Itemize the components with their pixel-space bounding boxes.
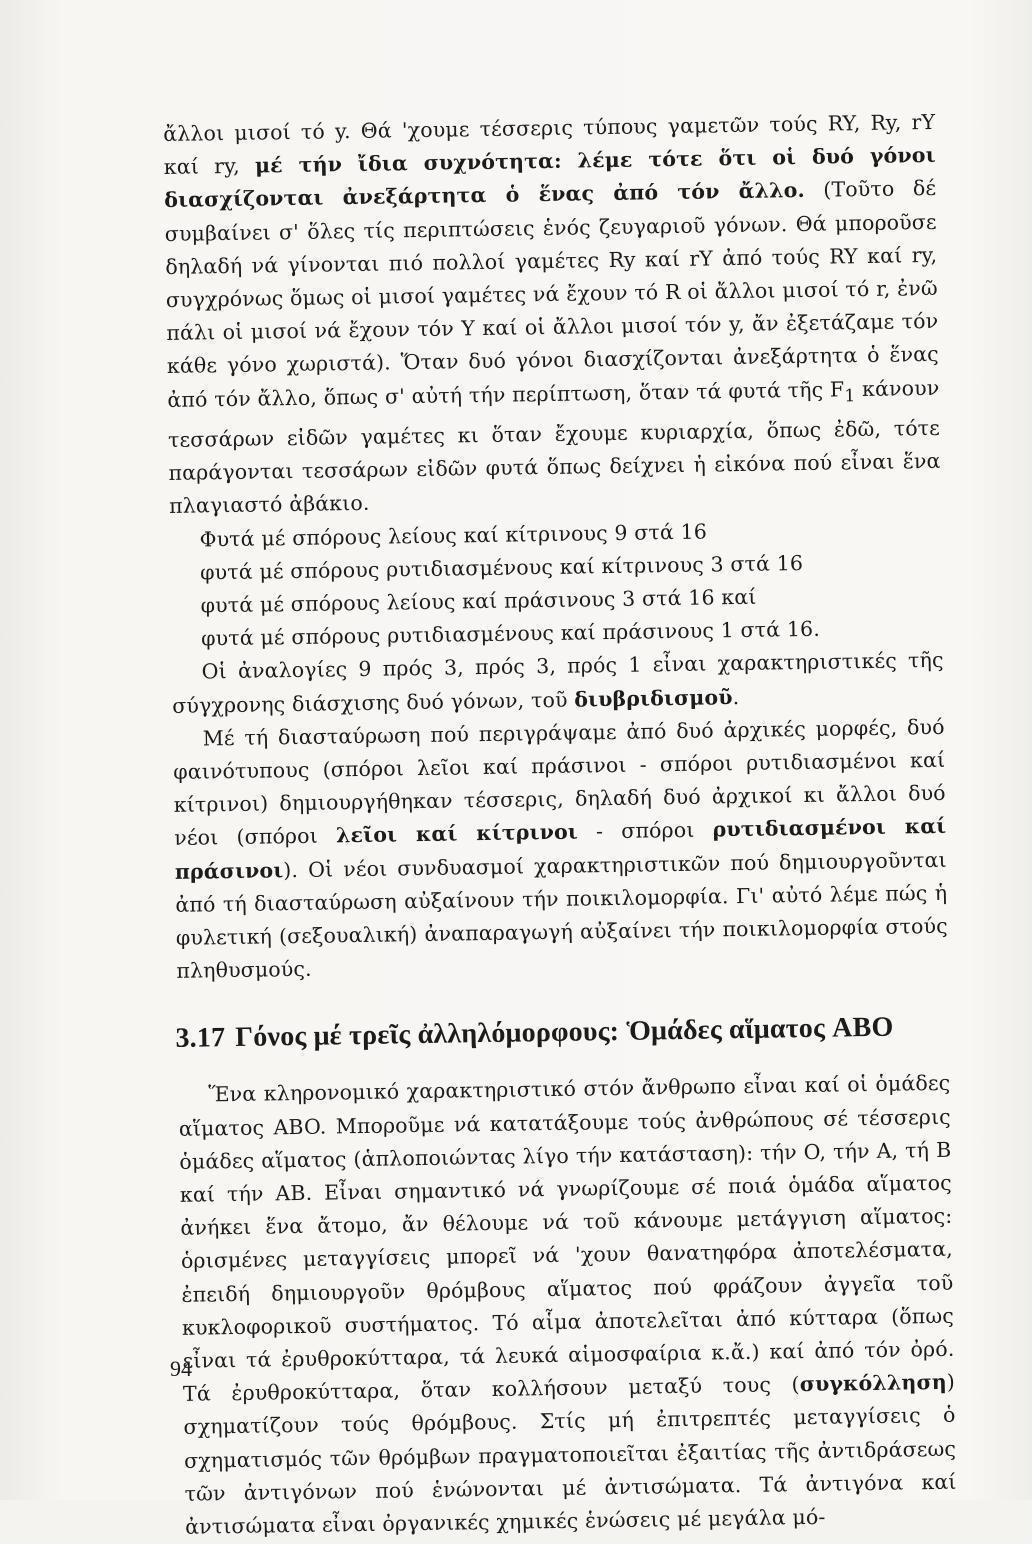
key-term: διυβριδισμοῦ [574,684,733,712]
section-number: 3.17 [175,1022,226,1055]
emphasis-text: ρυτιδιασμένοι καί πράσινοι [174,814,947,884]
section-heading [175,1009,949,1057]
cross-paragraph: Μέ τή διασταύρωση πού περιγράψαμε ἀπό δυό ἀρχικές μορφές, δυό φαινότυπους (σπόροι λεῖοι καί πράσινοι - σπόροι ρυτιδιασμένοι καί κίτρινοι) δημιουργήθηκαν τέσσερις, δηλαδή δυό ἀρχικοί κι ἄλλοι δυό νέοι (σπόροι λεῖοι καί κίτρινοι - σπόροι ρυτιδιασμένοι καί πράσινοι). Οἱ νέοι συνδυασμοί χαρακτηριστικῶν πού δημιουργοῦνται ἀπό τή διασταύρωση αὐξαίνουν τήν ποικιλομορφία. Γι' αὐτό λέμε πώς ἡ φυλετική (σεξουαλική) ἀναπαραγωγή αὐξαίνει τήν ποικιλομορφία στούς πληθυσμούς. [173,714,948,984]
text-block [163,106,957,1544]
ratio-list-item: Φυτά μέ σπόρους λείους καί κίτρινους 9 στά 16 [199,519,708,552]
intro-paragraph: ἄλλοι μισοί τό y. Θά 'χουμε τέσσερις τύπους γαμετῶν τούς RY, Ry, rY καί ry, μέ τήν ἴδια συχνότητα: λέμε τότε ὅτι οἱ δυό γόνοι διασχίζονται ἀνεξάρτητα ὁ ἕνας ἀπό τόν ἄλλο. (Τοῦτο δέ συμβαίνει σ' ὅλες τίς περιπτώσεις ἑνός ζευγαριοῦ γόνων. Θά μποροῦσε δηλαδή νά γίνονται πιό πολλοί γαμέτες Ry καί rY ἀπό τούς RY καί ry, συγχρόνως ὅμως οἱ μισοί γαμέτες νά ἔχουν τό R οἱ ἄλλοι μισοί τό r, ἐνῶ πάλι οἱ μισοί νά ἔχουν τόν Y καί οἱ ἄλλοι μισοί τόν y, ἄν ἐξετάζαμε τόν κάθε γόνο χωριστά). Ὅταν δυό γόνοι διασχίζονται ἀνεξάρτητα ὁ ἕνας ἀπό τόν ἄλλο, ὅπως σ' αὐτή τήν περίπτωση, ὅταν τά φυτά τῆς $F_1$ κάνουν τεσσάρων εἰδῶν γαμέτες κι ὅταν ἔχουμε κυριαρχία, ὅπως ἐδῶ, τότε παράγονται τεσσάρων εἰδῶν φυτά ὅπως δείχνει ἡ εἰκόνα πού εἶναι ἕνα πλαγιαστό ἀβάκιο. [163,109,941,519]
emphasis-text: λεῖοι καί κίτρινοι [335,819,579,848]
ratio-list-item: φυτά μέ σπόρους ρυτιδιασμένους καί πράσινους 1 στά 16. [200,616,821,651]
key-term: συγκόλληση [799,1370,947,1397]
page-number: 94 [170,1356,192,1381]
ratio-paragraph: Οἱ ἀναλογίες 9 πρός 3, πρός 3, πρός 1 εἶναι χαρακτηριστικές τῆς σύγχρονης διάσχισης δυό γόνων, τοῦ διυβριδισμοῦ. [172,648,944,718]
subscript: 1 [844,385,856,407]
ratio-list-item: φυτά μέ σπόρους λείους καί πράσινους 3 στά 16 καί [200,584,757,618]
abo-paragraph: Ἕνα κληρονομικό χαρακτηριστικό στόν ἄνθρωπο εἶναι καί οἱ ὁμάδες αἵματος ABO. Μποροῦμε νά κατατάξουμε τούς ἀνθρώπους σέ τέσσερις ὁμάδες αἵματος (ἁπλοποιώντας λίγο τήν κατάσταση): τήν O, τήν A, τή B καί τήν AB. Εἶναι σημαντικό νά γνωρίζουμε σέ ποιά ὁμάδα αἵματος ἀνήκει ἕνα ἄτομο, ἄν θέλουμε νά τοῦ κάνουμε μετάγγιση αἵματος: ὁρισμένες μεταγγίσεις μπορεῖ νά 'χουν θανατηφόρα ἀποτελέσματα, ἐπειδή δημιουργοῦν θρόμβους αἵματος πού φράζουν ἀγγεῖα τοῦ κυκλοφορικοῦ συστήματος. Τό αἷμα ἀποτελεῖται ἀπό κύτταρα (ὅπως εἶναι τά ἐρυθροκύτταρα, τά λευκά αἱμοσφαίρια κ.ἄ.) καί ἀπό τόν ὀρό. Τά ἐρυθροκύτταρα, ὅταν κολλήσουν μεταξύ τους (συγκόλληση) σχηματίζουν τούς θρόμβους. Στίς μή ἐπιτρεπτές μεταγγίσεις ὁ σχηματισμός τῶν θρόμβων πραγματοποιεῖται ἐξαιτίας τῆς ἀντιδράσεως τῶν ἀντιγόνων πού ἑνώνονται μέ ἀντισώματα. Τά ἀντιγόνα καί ἀντισώματα εἶναι ὀργανικές χημικές ἑνώσεις μέ μεγάλα μό- [178,1071,957,1539]
ratio-list-item: φυτά μέ σπόρους ρυτιδιασμένους καί κίτρινους 3 στά 16 [199,550,804,585]
emphasis-text: μέ τήν ἴδια συχνότητα: λέμε τότε ὅτι οἱ δυό γόνοι διασχίζονται ἀνεξάρτητα ὁ ἕνας ἀπό τόν ἄλλο. [164,143,936,213]
section-title: Γόνος μέ τρεῖς ἀλληλόμορφους: Ὁμάδες αἵματος ABO [235,1012,894,1054]
